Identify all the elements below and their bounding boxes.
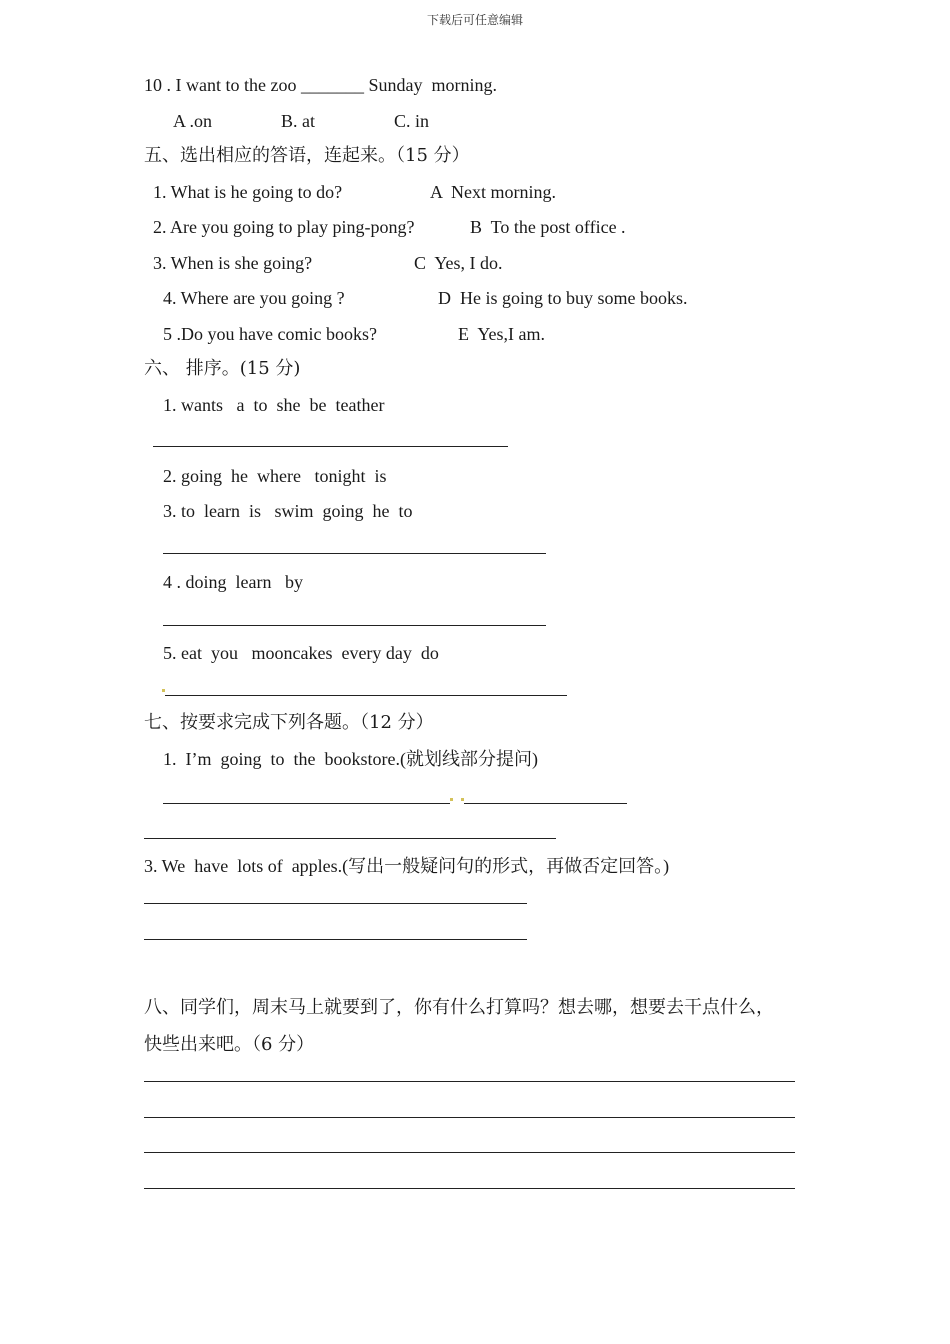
option-a: A .on bbox=[173, 111, 213, 131]
answer-line-7d bbox=[144, 903, 527, 904]
section-8-title: 八、同学们，周末马上就要到了，你有什么打算吗？想去哪，想要去干点什么， bbox=[144, 997, 774, 1018]
writing-line-4 bbox=[144, 1188, 795, 1189]
option-c: C. in bbox=[394, 111, 430, 131]
mark-dot bbox=[461, 798, 464, 801]
match-question-3: 3. When is she going? bbox=[153, 253, 313, 273]
task-item-1: 1. I’m going to the bookstore.(就划线部分提问) bbox=[163, 749, 538, 769]
match-answer-b: B To the post office . bbox=[470, 217, 626, 237]
answer-line-7a bbox=[163, 803, 450, 804]
match-question-2: 2. Are you going to play ping-pong? bbox=[153, 217, 415, 237]
answer-line-5 bbox=[165, 695, 567, 696]
match-question-5: 5 .Do you have comic books? bbox=[163, 324, 377, 344]
section-6-title: 六、 排序。(15 分) bbox=[144, 358, 301, 379]
match-question-4: 4. Where are you going ? bbox=[163, 288, 345, 308]
match-answer-d: D He is going to buy some books. bbox=[438, 288, 688, 308]
order-item-1: 1. wants a to she be teather bbox=[163, 395, 385, 415]
writing-line-3 bbox=[144, 1152, 795, 1153]
match-answer-c: C Yes, I do. bbox=[414, 253, 503, 273]
option-b: B. at bbox=[281, 111, 315, 131]
match-answer-a: A Next morning. bbox=[430, 182, 556, 202]
writing-line-1 bbox=[144, 1081, 795, 1082]
mark-dot bbox=[450, 798, 453, 801]
section-8-title-continued: 快些出来吧。（6 分） bbox=[144, 1034, 315, 1055]
question-10: 10 . I want to the zoo _______ Sunday morning. bbox=[144, 75, 497, 95]
answer-line-7b bbox=[464, 803, 627, 804]
answer-line-1 bbox=[153, 446, 508, 447]
order-item-4: 4 . doing learn by bbox=[163, 572, 303, 592]
answer-line-7e bbox=[144, 939, 527, 940]
answer-line-3 bbox=[163, 553, 546, 554]
match-question-1: 1. What is he going to do? bbox=[153, 182, 343, 202]
mark-dot bbox=[162, 689, 165, 692]
writing-line-2 bbox=[144, 1117, 795, 1118]
order-item-2: 2. going he where tonight is bbox=[163, 466, 387, 486]
section-5-title: 五、选出相应的答语，连起来。（15 分） bbox=[144, 145, 470, 166]
section-7-title: 七、按要求完成下列各题。（12 分） bbox=[144, 712, 434, 733]
order-item-5: 5. eat you mooncakes every day do bbox=[163, 643, 439, 663]
match-answer-e: E Yes,I am. bbox=[458, 324, 546, 344]
task-item-3: 3. We have lots of apples.(写出一般疑问句的形式，再做否定回答。) bbox=[144, 856, 670, 876]
answer-line-7c bbox=[144, 838, 556, 839]
page-header: 下载后可任意编辑 bbox=[426, 13, 523, 27]
order-item-3: 3. to learn is swim going he to bbox=[163, 501, 413, 521]
answer-line-4 bbox=[163, 625, 546, 626]
